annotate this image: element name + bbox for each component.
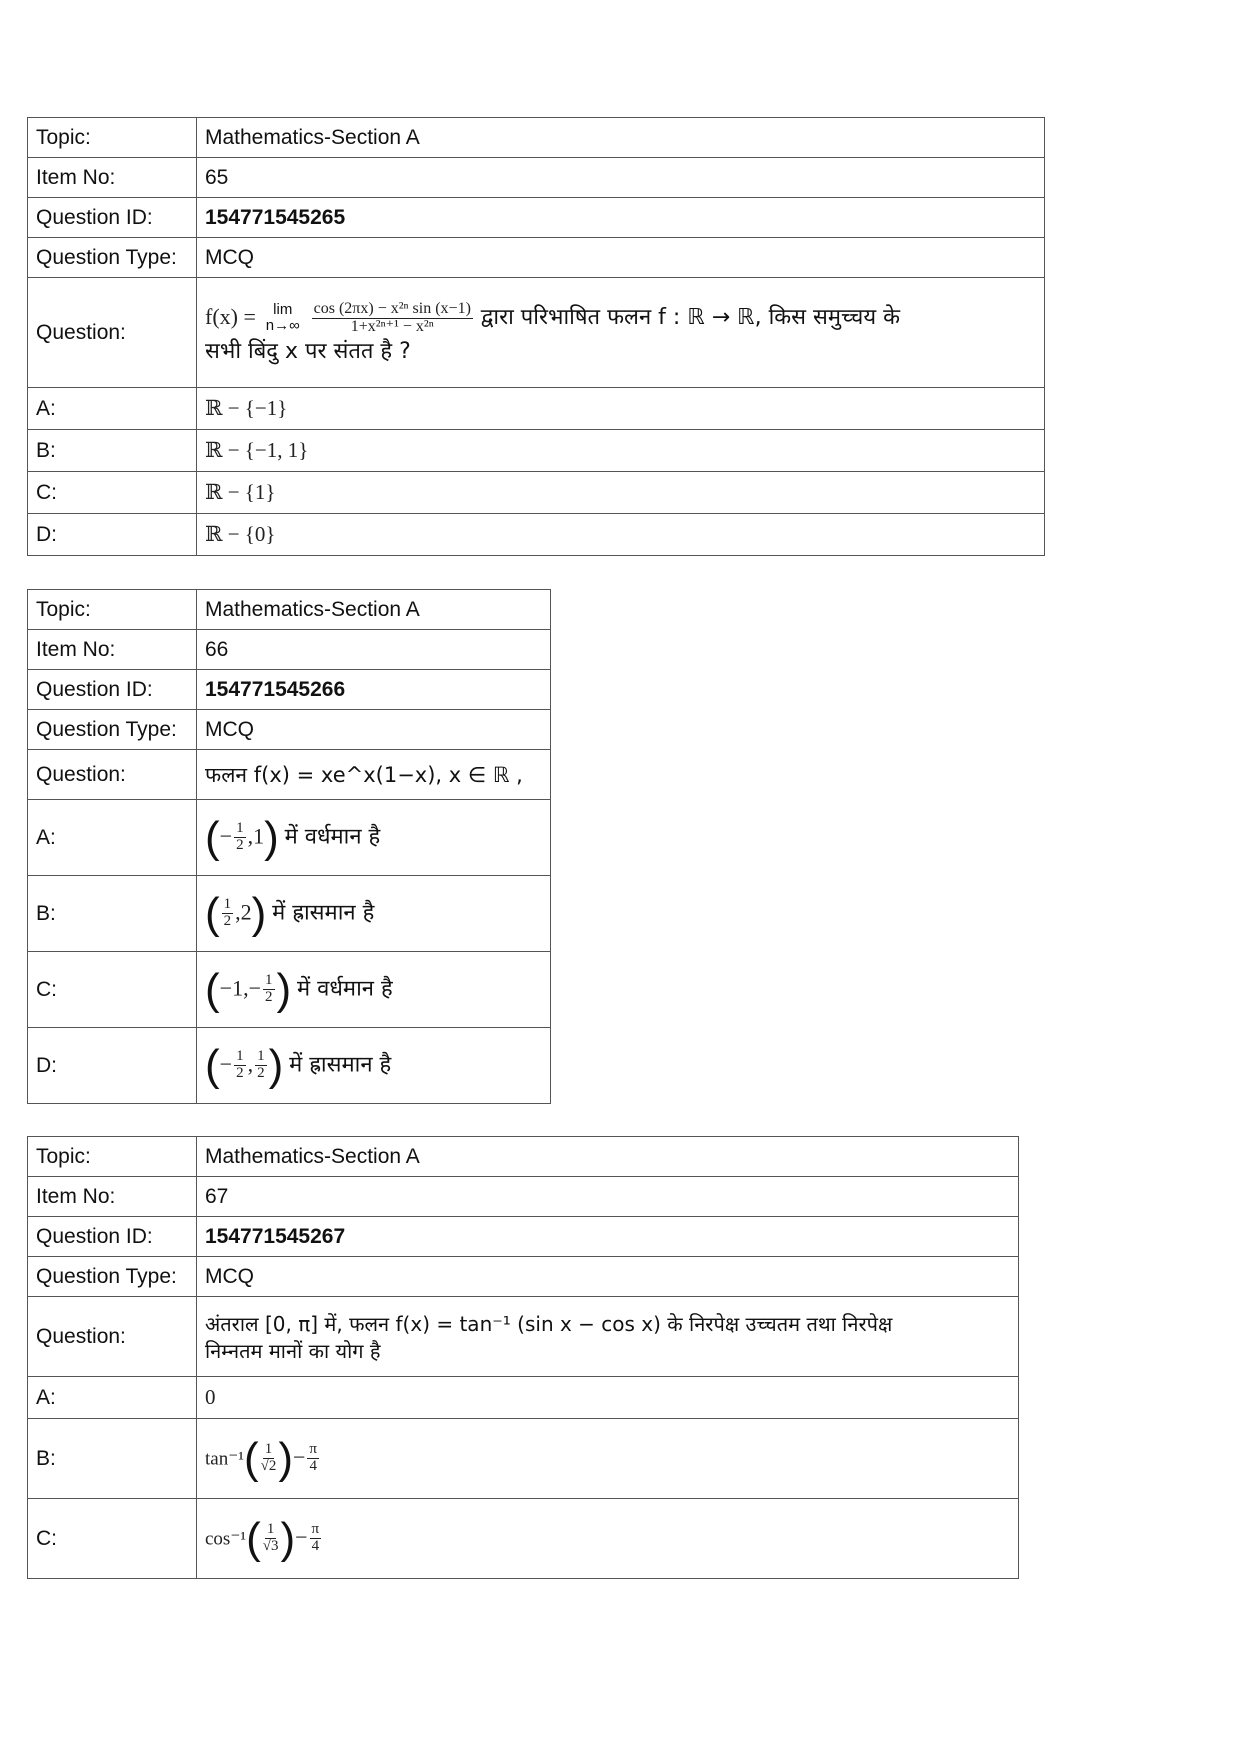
option-a-value: ℝ − {−1} — [197, 388, 1045, 430]
option-b-label: B: — [28, 430, 197, 472]
question-type-value: MCQ — [197, 710, 551, 750]
item-no-value: 66 — [197, 630, 551, 670]
option-d-value: ℝ − {0} — [197, 514, 1045, 556]
option-c-value: cos⁻¹( $\frac{1}{√3}$ )− $\frac{\pi}{4}$ — [197, 1499, 1019, 1579]
question-label: Question: — [28, 1297, 197, 1377]
question-text-line2: सभी बिंदु x पर संतत है ? — [205, 339, 411, 365]
topic-value: Mathematics-Section A — [197, 118, 1045, 158]
option-a-label: A: — [28, 1377, 197, 1419]
option-a-label: A: — [28, 388, 197, 430]
option-a-value: 0 — [197, 1377, 1019, 1419]
question-table-65 — [27, 117, 1045, 556]
option-b-value: ℝ − {−1, 1} — [197, 430, 1045, 472]
question-body — [197, 278, 1045, 388]
question-type-label: Question Type: — [28, 238, 197, 278]
item-no-value: 67 — [197, 1177, 1019, 1217]
option-d-label: D: — [28, 514, 197, 556]
option-c-label: C: — [28, 1499, 197, 1579]
topic-label: Topic: — [28, 1137, 197, 1177]
fx-expression: f(x) = — [205, 303, 256, 329]
question-text-line1: अंतराल [0, π] में, फलन f(x) = tan⁻¹ (sin x − cos x) के निरपेक्ष उच्चतम तथा निरपेक्ष — [205, 1311, 893, 1336]
question-type-label: Question Type: — [28, 1257, 197, 1297]
question-body — [197, 1297, 1019, 1377]
option-b-value: tan⁻¹( $\frac{1}{√2}$ )− $\frac{\pi}{4}$ — [197, 1419, 1019, 1499]
question-label: Question: — [28, 278, 197, 388]
question-id-label: Question ID: — [28, 1217, 197, 1257]
option-d-value: (− $\frac{1}{2}$ , $\frac{1}{2}$ ) में ह्रासमान है — [197, 1028, 551, 1104]
topic-label: Topic: — [28, 118, 197, 158]
topic-value: Mathematics-Section A — [197, 1137, 1019, 1177]
question-id-value: 154771545267 — [197, 1217, 1019, 1257]
option-b-value: ( $\frac{1}{2}$ ,2) में ह्रासमान है — [197, 876, 551, 952]
question-type-value: MCQ — [197, 1257, 1019, 1297]
question-id-value: 154771545265 — [197, 198, 1045, 238]
question-id-value: 154771545266 — [197, 670, 551, 710]
question-text-line2: निम्नतम मानों का योग है — [205, 1338, 381, 1363]
option-c-value: (−1,− $\frac{1}{2}$ ) में वर्धमान है — [197, 952, 551, 1028]
option-b-label: B: — [28, 1419, 197, 1499]
limit-expression: lim n→∞ — [265, 300, 300, 335]
topic-label: Topic: — [28, 590, 197, 630]
option-a-value: (− $\frac{1}{2}$ ,1) में वर्धमान है — [197, 800, 551, 876]
question-text-line1: द्वारा परिभाषित फलन f : ℝ → ℝ, किस समुच्चय के — [480, 304, 900, 330]
question-table-66 — [27, 589, 551, 1104]
item-no-label: Item No: — [28, 158, 197, 198]
question-type-label: Question Type: — [28, 710, 197, 750]
question-type-value: MCQ — [197, 238, 1045, 278]
question-table-67 — [27, 1136, 1019, 1579]
item-no-label: Item No: — [28, 1177, 197, 1217]
option-c-label: C: — [28, 952, 197, 1028]
question-body: फलन f(x) = xe^x(1−x), x ∈ ℝ , — [197, 750, 551, 800]
item-no-label: Item No: — [28, 630, 197, 670]
option-c-label: C: — [28, 472, 197, 514]
option-b-label: B: — [28, 876, 197, 952]
option-d-label: D: — [28, 1028, 197, 1104]
topic-value: Mathematics-Section A — [197, 590, 551, 630]
option-c-value: ℝ − {1} — [197, 472, 1045, 514]
limit-fraction: $\frac{\text{cos (2πx) − x²ⁿ sin (x−1)}}{\text{1+x²ⁿ⁺¹ − x²ⁿ}}$ — [313, 299, 471, 335]
option-a-label: A: — [28, 800, 197, 876]
question-label: Question: — [28, 750, 197, 800]
question-id-label: Question ID: — [28, 198, 197, 238]
item-no-value: 65 — [197, 158, 1045, 198]
question-id-label: Question ID: — [28, 670, 197, 710]
